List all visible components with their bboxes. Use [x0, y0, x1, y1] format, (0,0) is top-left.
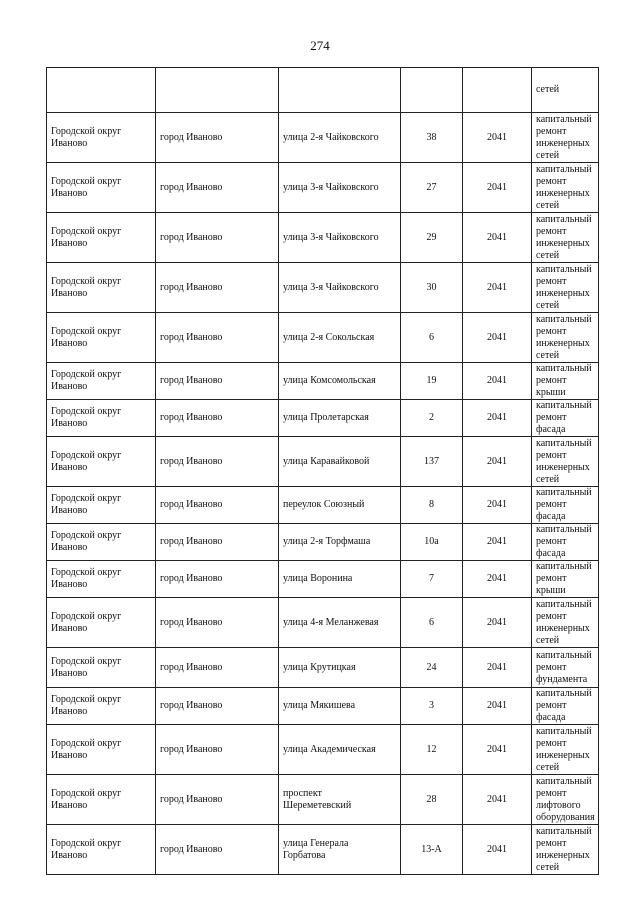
- house-number-cell-text: 24: [426, 661, 437, 673]
- city-cell-text: город Иваново: [160, 181, 223, 193]
- city-cell: [156, 561, 279, 598]
- work-type-cell: [532, 163, 599, 213]
- city-cell-text: город Иваново: [160, 573, 223, 584]
- street-cell-text: улица Генерала Горбатова: [283, 837, 349, 861]
- house-number-cell-text: 6: [429, 331, 434, 343]
- year-cell-text: 2041: [487, 843, 507, 855]
- street-cell: [279, 113, 401, 163]
- city-cell: [156, 648, 279, 688]
- house-number-cell-text: 27: [426, 181, 437, 193]
- house-number-cell: [401, 113, 463, 163]
- municipality-cell: [47, 725, 156, 775]
- city-cell: [156, 313, 279, 363]
- work-type-cell-text: капитальный ремонт фасада: [536, 524, 592, 559]
- work-type-cell-text: капитальный ремонт инженерных сетей: [536, 213, 592, 261]
- street-cell-text: улица Мякишева: [283, 700, 356, 711]
- city-cell: [156, 163, 279, 213]
- work-type-cell: [532, 213, 599, 263]
- municipality-cell: [47, 775, 156, 825]
- city-cell-text: город Иваново: [160, 281, 223, 293]
- house-number-cell-text: 6: [429, 616, 434, 628]
- municipality-cell: [47, 363, 156, 400]
- municipality-cell-text: Городской округ Иваново: [51, 787, 122, 811]
- house-number-cell: [401, 524, 463, 561]
- work-type-cell-text: капитальный ремонт фасада: [536, 400, 592, 435]
- municipality-cell: [47, 163, 156, 213]
- street-cell-text: улица 3-я Чайковского: [283, 281, 379, 293]
- city-cell: [156, 825, 279, 875]
- work-type-cell: [532, 400, 599, 437]
- house-number-cell: [401, 725, 463, 775]
- year-cell-text: 2041: [487, 700, 507, 711]
- work-type-cell: [532, 437, 599, 487]
- work-type-cell: [532, 598, 599, 648]
- table-row: [47, 561, 599, 598]
- street-cell-text: улица 2-я Чайковского: [283, 131, 379, 143]
- house-number-cell-text: 19: [426, 375, 437, 386]
- street-cell-text: улица Воронина: [283, 573, 353, 584]
- house-number-cell-text: 8: [429, 499, 434, 510]
- street-cell: [279, 561, 401, 598]
- municipality-cell: [47, 313, 156, 363]
- house-number-cell: [401, 775, 463, 825]
- work-type-cell-text: капитальный ремонт фасада: [536, 487, 592, 522]
- street-cell-text: улица 4-я Меланжевая: [283, 616, 379, 628]
- city-cell-text: город Иваново: [160, 412, 223, 423]
- year-cell-text: 2041: [487, 181, 507, 193]
- house-number-cell: [401, 313, 463, 363]
- year-cell-text: 2041: [487, 616, 507, 628]
- municipality-cell-text: Городской округ Иваново: [51, 325, 122, 349]
- street-cell-text: переулок Союзный: [283, 499, 365, 510]
- street-cell: [279, 648, 401, 688]
- municipality-cell-text: Городской округ Иваново: [51, 655, 122, 679]
- year-cell-text: 2041: [487, 743, 507, 755]
- house-number-cell: [401, 598, 463, 648]
- street-cell: [279, 163, 401, 213]
- street-cell-text: улица 2-я Сокольская: [283, 331, 375, 343]
- city-cell: [156, 213, 279, 263]
- house-number-cell-text: 10а: [424, 536, 439, 547]
- street-cell-text: улица 3-я Чайковского: [283, 181, 379, 193]
- street-cell: [279, 363, 401, 400]
- house-number-cell-text: 13-А: [421, 843, 442, 855]
- municipality-cell: [47, 113, 156, 163]
- municipality-cell: [47, 400, 156, 437]
- city-cell: [156, 68, 279, 113]
- municipality-cell: [47, 561, 156, 598]
- street-cell: [279, 688, 401, 725]
- year-cell: [463, 825, 532, 875]
- work-type-cell-text: капитальный ремонт инженерных сетей: [536, 113, 592, 161]
- work-type-cell: [532, 825, 599, 875]
- house-number-cell: [401, 363, 463, 400]
- municipality-cell-text: Городской округ Иваново: [51, 125, 122, 149]
- city-cell-text: город Иваново: [160, 536, 223, 547]
- city-cell: [156, 524, 279, 561]
- city-cell-text: город Иваново: [160, 499, 223, 510]
- house-number-cell-text: 3: [429, 700, 434, 711]
- work-type-cell: [532, 263, 599, 313]
- street-cell: [279, 400, 401, 437]
- year-cell: [463, 524, 532, 561]
- city-cell-text: город Иваново: [160, 375, 223, 386]
- street-cell-text: улица Пролетарская: [283, 412, 369, 423]
- year-cell: [463, 688, 532, 725]
- street-cell-text: проспект Шереметевский: [283, 787, 352, 811]
- work-type-cell: [532, 68, 599, 113]
- municipality-cell-text: Городской округ Иваново: [51, 694, 122, 717]
- municipality-cell-text: Городской округ Иваново: [51, 737, 122, 761]
- work-type-cell-text: сетей: [536, 84, 560, 95]
- year-cell: [463, 213, 532, 263]
- house-number-cell: [401, 688, 463, 725]
- work-type-cell: [532, 775, 599, 825]
- work-type-cell-text: капитальный ремонт инженерных сетей: [536, 725, 592, 773]
- table-body: [47, 68, 599, 875]
- house-number-cell: [401, 163, 463, 213]
- year-cell: [463, 163, 532, 213]
- city-cell-text: город Иваново: [160, 231, 223, 243]
- street-cell-text: улица 2-я Торфмаша: [283, 536, 371, 547]
- work-type-cell: [532, 725, 599, 775]
- city-cell: [156, 688, 279, 725]
- house-number-cell: [401, 437, 463, 487]
- year-cell-text: 2041: [487, 661, 507, 673]
- work-type-cell-text: капитальный ремонт крыши: [536, 561, 592, 596]
- work-type-cell: [532, 561, 599, 598]
- street-cell: [279, 598, 401, 648]
- table-row: [47, 213, 599, 263]
- municipality-cell: [47, 524, 156, 561]
- city-cell: [156, 598, 279, 648]
- table-row: [47, 163, 599, 213]
- city-cell-text: город Иваново: [160, 455, 223, 467]
- table-row: [47, 688, 599, 725]
- house-number-cell: [401, 263, 463, 313]
- city-cell: [156, 487, 279, 524]
- year-cell: [463, 487, 532, 524]
- house-number-cell: [401, 825, 463, 875]
- city-cell: [156, 263, 279, 313]
- year-cell-text: 2041: [487, 231, 507, 243]
- municipality-cell: [47, 648, 156, 688]
- year-cell-text: 2041: [487, 412, 507, 423]
- table-row: [47, 775, 599, 825]
- house-number-cell-text: 38: [426, 131, 437, 143]
- street-cell: [279, 524, 401, 561]
- street-cell-text: улица Крутицкая: [283, 661, 356, 673]
- house-number-cell: [401, 648, 463, 688]
- city-cell-text: город Иваново: [160, 331, 223, 343]
- street-cell: [279, 68, 401, 113]
- municipality-cell-text: Городской округ Иваново: [51, 610, 122, 634]
- street-cell: [279, 437, 401, 487]
- work-type-cell-text: капитальный ремонт инженерных сетей: [536, 263, 592, 311]
- street-cell: [279, 725, 401, 775]
- year-cell: [463, 113, 532, 163]
- street-cell-text: улица Комсомольская: [283, 375, 376, 386]
- municipality-cell: [47, 68, 156, 113]
- table-row: [47, 487, 599, 524]
- table-row: [47, 313, 599, 363]
- street-cell-text: улица Академическая: [283, 743, 376, 755]
- year-cell: [463, 561, 532, 598]
- city-cell: [156, 400, 279, 437]
- house-number-cell-text: 137: [424, 455, 439, 467]
- house-number-cell: [401, 487, 463, 524]
- work-type-cell-text: капитальный ремонт инженерных сетей: [536, 825, 592, 873]
- work-type-cell-text: капитальный ремонт фасада: [536, 688, 592, 723]
- street-cell: [279, 487, 401, 524]
- work-type-cell-text: капитальный ремонт инженерных сетей: [536, 163, 592, 211]
- work-type-cell-text: капитальный ремонт крыши: [536, 363, 592, 398]
- house-number-cell-text: 30: [426, 281, 437, 293]
- municipality-cell: [47, 437, 156, 487]
- street-cell: [279, 775, 401, 825]
- house-number-cell-text: 12: [426, 743, 437, 755]
- table-row: [47, 598, 599, 648]
- table-row: [47, 68, 599, 113]
- street-cell: [279, 313, 401, 363]
- city-cell-text: город Иваново: [160, 843, 223, 855]
- work-type-cell: [532, 487, 599, 524]
- work-type-cell-text: капитальный ремонт инженерных сетей: [536, 598, 592, 646]
- table-row: [47, 648, 599, 688]
- work-type-cell: [532, 363, 599, 400]
- street-cell: [279, 825, 401, 875]
- municipality-cell-text: Городской округ Иваново: [51, 449, 122, 473]
- year-cell-text: 2041: [487, 281, 507, 293]
- year-cell: [463, 775, 532, 825]
- year-cell: [463, 263, 532, 313]
- table-row: [47, 363, 599, 400]
- street-cell-text: улица 3-я Чайковского: [283, 231, 379, 243]
- repair-schedule-table: [46, 67, 599, 875]
- house-number-cell-text: 2: [429, 412, 434, 423]
- municipality-cell-text: Городской округ Иваново: [51, 275, 122, 299]
- year-cell: [463, 648, 532, 688]
- year-cell-text: 2041: [487, 793, 507, 805]
- municipality-cell: [47, 487, 156, 524]
- municipality-cell-text: Городской округ Иваново: [51, 225, 122, 249]
- municipality-cell: [47, 598, 156, 648]
- street-cell-text: улица Каравайковой: [283, 455, 370, 467]
- municipality-cell-text: Городской округ Иваново: [51, 567, 122, 590]
- house-number-cell: [401, 213, 463, 263]
- municipality-cell-text: Городской округ Иваново: [51, 369, 122, 392]
- work-type-cell: [532, 313, 599, 363]
- year-cell: [463, 725, 532, 775]
- year-cell: [463, 400, 532, 437]
- municipality-cell-text: Городской округ Иваново: [51, 175, 122, 199]
- table-row: [47, 113, 599, 163]
- table-row: [47, 263, 599, 313]
- year-cell-text: 2041: [487, 499, 507, 510]
- city-cell-text: город Иваново: [160, 131, 223, 143]
- work-type-cell-text: капитальный ремонт инженерных сетей: [536, 313, 592, 361]
- year-cell-text: 2041: [487, 536, 507, 547]
- city-cell: [156, 437, 279, 487]
- city-cell-text: город Иваново: [160, 700, 223, 711]
- house-number-cell-text: 7: [429, 573, 434, 584]
- table-row: [47, 524, 599, 561]
- municipality-cell: [47, 688, 156, 725]
- year-cell: [463, 437, 532, 487]
- work-type-cell: [532, 688, 599, 725]
- work-type-cell-text: капитальный ремонт фундамента: [536, 649, 592, 685]
- city-cell: [156, 363, 279, 400]
- work-type-cell-text: капитальный ремонт лифтового оборудования: [536, 775, 595, 823]
- city-cell: [156, 775, 279, 825]
- municipality-cell: [47, 825, 156, 875]
- table-row: [47, 437, 599, 487]
- municipality-cell-text: Городской округ Иваново: [51, 493, 122, 516]
- table-row: [47, 400, 599, 437]
- year-cell-text: 2041: [487, 455, 507, 467]
- house-number-cell: [401, 561, 463, 598]
- city-cell-text: город Иваново: [160, 793, 223, 805]
- city-cell-text: город Иваново: [160, 743, 223, 755]
- city-cell-text: город Иваново: [160, 616, 223, 628]
- year-cell: [463, 68, 532, 113]
- house-number-cell: [401, 68, 463, 113]
- page-number: 274: [310, 38, 330, 53]
- work-type-cell-text: капитальный ремонт инженерных сетей: [536, 437, 592, 485]
- year-cell-text: 2041: [487, 131, 507, 143]
- work-type-cell: [532, 113, 599, 163]
- year-cell-text: 2041: [487, 331, 507, 343]
- house-number-cell-text: 28: [426, 793, 437, 805]
- house-number-cell-text: 29: [426, 231, 437, 243]
- city-cell: [156, 113, 279, 163]
- year-cell: [463, 598, 532, 648]
- municipality-cell: [47, 213, 156, 263]
- year-cell-text: 2041: [487, 573, 507, 584]
- street-cell: [279, 263, 401, 313]
- municipality-cell: [47, 263, 156, 313]
- city-cell-text: город Иваново: [160, 661, 223, 673]
- work-type-cell: [532, 648, 599, 688]
- house-number-cell: [401, 400, 463, 437]
- municipality-cell-text: Городской округ Иваново: [51, 406, 122, 429]
- work-type-cell: [532, 524, 599, 561]
- table-row: [47, 825, 599, 875]
- year-cell: [463, 313, 532, 363]
- street-cell: [279, 213, 401, 263]
- municipality-cell-text: Городской округ Иваново: [51, 530, 122, 553]
- year-cell-text: 2041: [487, 375, 507, 386]
- year-cell: [463, 363, 532, 400]
- table-row: [47, 725, 599, 775]
- municipality-cell-text: Городской округ Иваново: [51, 837, 122, 861]
- city-cell: [156, 725, 279, 775]
